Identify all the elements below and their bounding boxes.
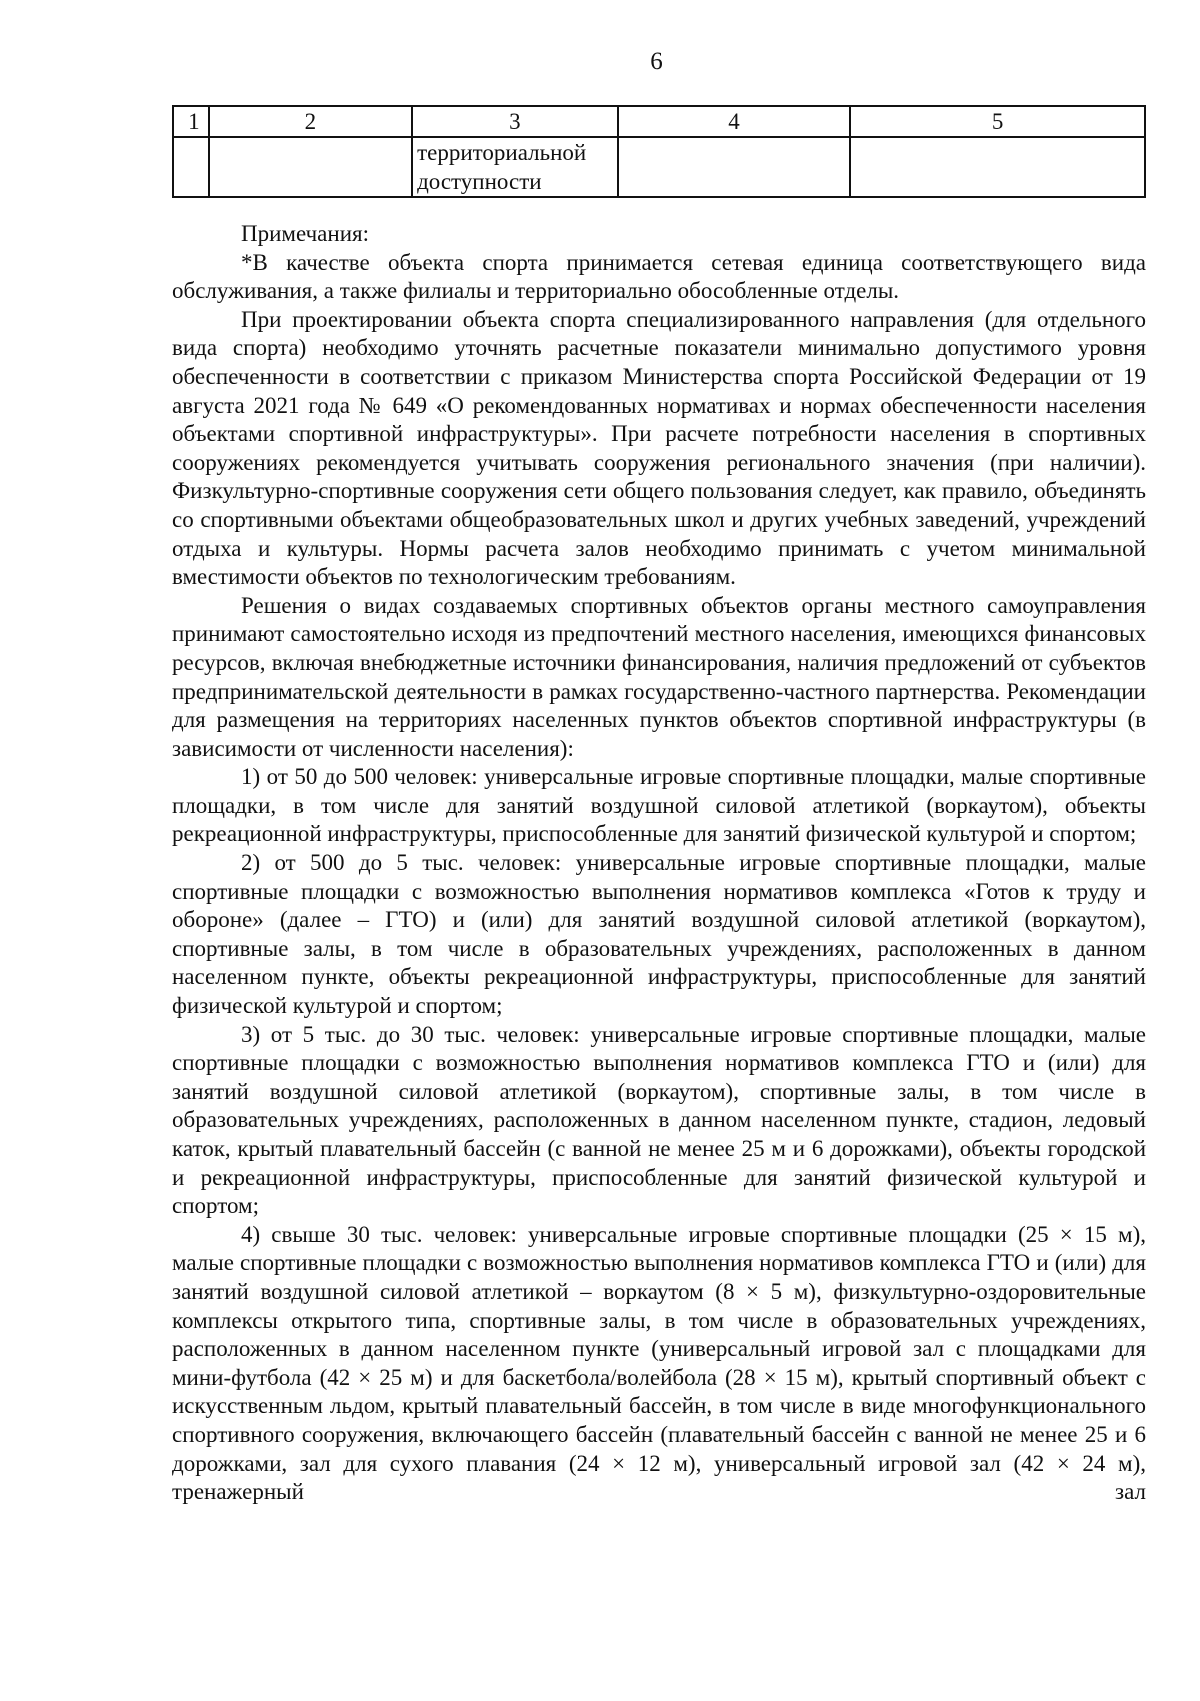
note-paragraph: *В качестве объекта спорта принимается сетевая единица соответствующего вида обслуживания, а также филиалы и территориально обособленные отделы. [172, 249, 1146, 304]
page-number: 6 [650, 48, 663, 75]
notes-title: Примечания: [241, 221, 369, 246]
column-number-4: 4 [618, 106, 851, 137]
list-item: 1) от 50 до 500 человек: универсальные игровые спортивные площадки, малые спортивные площадки, в том числе для занятий воздушной силовой атлетикой (воркаутом), объекты рекреационной инфраструктуры, приспособленные для занятий физической культурой и спортом; [172, 764, 1146, 847]
table-cell-1 [173, 137, 209, 197]
continuation-table [172, 105, 1146, 198]
paragraph: Решения о видах создаваемых спортивных объектов органы местного самоуправления принимают самостоятельно исходя из предпочтений местного населения, имеющихся финансовых ресурсов, включая внебюджетные источники финансирования, наличия предложений от субъектов предпринимательской деятельности в рамках государственно-частного партнерства. Рекомендации для размещения на территориях населенных пунктов объектов спортивной инфраструктуры (в зависимости от численности населения): [172, 592, 1146, 761]
cell-text-line: доступности [417, 169, 542, 194]
table-cell-5 [850, 137, 1145, 197]
list-item: 2) от 500 до 5 тыс. человек: универсальные игровые спортивные площадки, малые спортивные площадки с возможностью выполнения нормативов комплекса «Готов к труду и обороне» (далее – ГТО) и (или) для занятий воздушной силовой атлетикой (воркаутом), спортивные залы, в том числе в образовательных учреждениях, расположенных в данном населенном пункте, объекты рекреационной инфраструктуры, приспособленные для занятий физической культурой и спортом; [172, 850, 1146, 1019]
body-text [172, 220, 1146, 1507]
column-number-1: 1 [173, 106, 209, 137]
table-header-row [173, 106, 1145, 137]
paragraph: При проектировании объекта спорта специализированного направления (для отдельного вида спорта) необходимо уточнять расчетные показатели минимально допустимого уровня обеспеченности в соответствии с приказом Министерства спорта Российской Федерации от 19 августа 2021 года № 649 «О рекомендованных нормативах и нормах обеспеченности населения объектами спортивной инфраструктуры». При расчете потребности населения в спортивных сооружениях рекомендуется учитывать сооружения регионального значения (при наличии). Физкультурно-спортивные сооружения сети общего пользования следует, как правило, объединять со спортивными объектами общеобразовательных школ и других учебных заведений, учреждений отдыха и культуры. Нормы расчета залов необходимо принимать с учетом минимальной вместимости объектов по технологическим требованиям. [172, 306, 1146, 590]
column-number-2: 2 [209, 106, 412, 137]
cell-text-line: территориальной [417, 140, 587, 165]
table-cell-2 [209, 137, 412, 197]
column-number-5: 5 [850, 106, 1145, 137]
table-cell-4 [618, 137, 851, 197]
column-number-3: 3 [412, 106, 617, 137]
table-cell-3 [412, 137, 617, 197]
table-row [173, 137, 1145, 197]
list-item: 3) от 5 тыс. до 30 тыс. человек: универсальные игровые спортивные площадки, малые спортивные площадки с возможностью выполнения нормативов комплекса ГТО и (или) для занятий воздушной силовой атлетикой (воркаутом), спортивные залы, в том числе в образовательных учреждениях, расположенных в данном населенном пункте, стадион, ледовый каток, крытый плавательный бассейн (с ванной не менее 25 м и 6 дорожками), объекты городской и рекреационной инфраструктуры, приспособленные для занятий физической культурой и спортом; [172, 1021, 1146, 1219]
list-item: 4) свыше 30 тыс. человек: универсальные игровые спортивные площадки (25 × 15 м), малые спортивные площадки с возможностью выполнения нормативов комплекса ГТО и (или) для занятий воздушной силовой атлетикой – воркаутом (8 × 5 м), физкультурно-оздоровительные комплексы открытого типа, спортивные залы, в том числе в образовательных учреждениях, расположенных в данном населенном пункте (универсальный игровой зал с площадками для мини-футбола (42 × 25 м) и для баскетбола/волейбола (28 × 15 м), крытый спортивный объект с искусственным льдом, крытый плавательный бассейн, в том числе в виде многофункционального спортивного сооружения, включающего бассейн (плавательный бассейн с ванной не менее 25 и 6 дорожками, зал для сухого плавания (24 × 12 м), универсальный игровой зал (42 × 24 м), тренажерный зал [172, 1221, 1146, 1505]
